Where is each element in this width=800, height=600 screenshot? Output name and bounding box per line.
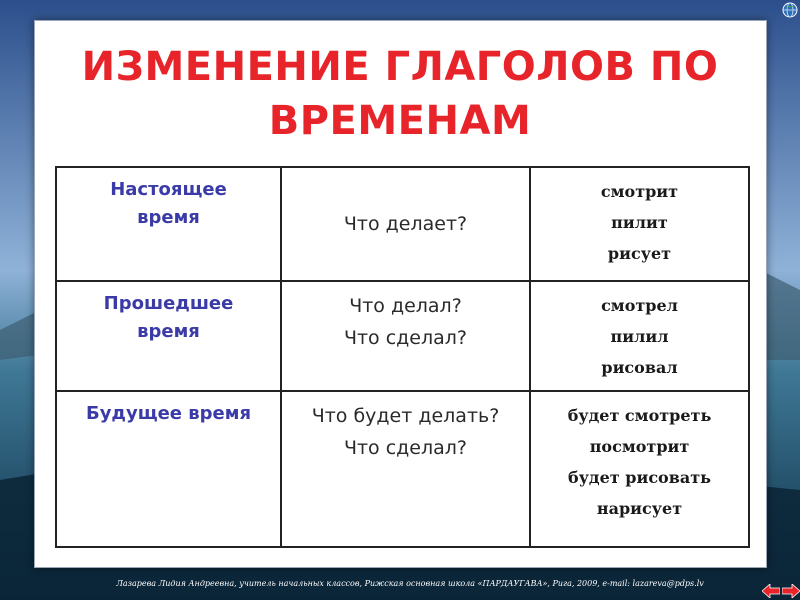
home-globe-icon[interactable] xyxy=(782,2,798,18)
arrow-left-icon[interactable] xyxy=(762,584,780,598)
tense-label-line: время xyxy=(137,207,200,228)
verb-form: будет смотреть xyxy=(567,406,712,425)
question-text: Что сделал? xyxy=(343,327,468,349)
verb-form: смотрел xyxy=(601,296,678,315)
verb-form: рисовал xyxy=(601,358,678,377)
tense-label-line: Прошедшее xyxy=(103,293,234,314)
table-row-present xyxy=(56,167,749,281)
verb-form: нарисует xyxy=(596,499,683,518)
forms-cell-past xyxy=(530,281,749,391)
title-line-1: ИЗМЕНЕНИЕ ГЛАГОЛОВ ПО xyxy=(81,44,719,90)
question-cell-future xyxy=(281,391,530,547)
arrow-right-icon[interactable] xyxy=(782,584,800,598)
verb-form: пилил xyxy=(610,327,669,346)
tense-cell-past xyxy=(56,281,281,391)
question-text: Что сделал? xyxy=(343,437,468,459)
table-row-future xyxy=(56,391,749,547)
question-text: Что будет делать? xyxy=(311,405,500,427)
question-cell-past xyxy=(281,281,530,391)
verb-form: пилит xyxy=(611,213,668,232)
author-footer: Лазарева Лидия Андреевна, учитель начальных классов, Рижская основная школа «ПАРДАУГАВА», Рига, 2009, e-mail: lazareva@pdps.lv xyxy=(116,579,704,588)
question-text: Что делал? xyxy=(349,295,462,317)
question-text: Что делает? xyxy=(343,213,468,235)
verb-form: посмотрит xyxy=(589,437,690,456)
tense-label-line: Настоящее xyxy=(110,179,227,200)
question-cell-present xyxy=(281,167,530,281)
tense-label-line: Будущее время xyxy=(85,403,252,424)
tense-label-line: время xyxy=(137,321,200,342)
verb-form: смотрит xyxy=(600,182,679,201)
tense-cell-future xyxy=(56,391,281,547)
verb-tense-table xyxy=(55,166,750,548)
table-row-past xyxy=(56,281,749,391)
forms-cell-future xyxy=(530,391,749,547)
forms-cell-present xyxy=(530,167,749,281)
title-line-2: ВРЕМЕНАМ xyxy=(268,98,532,144)
tense-cell-present xyxy=(56,167,281,281)
verb-form: рисует xyxy=(607,244,672,263)
verb-form: будет рисовать xyxy=(568,468,711,487)
slide-title xyxy=(40,40,760,148)
